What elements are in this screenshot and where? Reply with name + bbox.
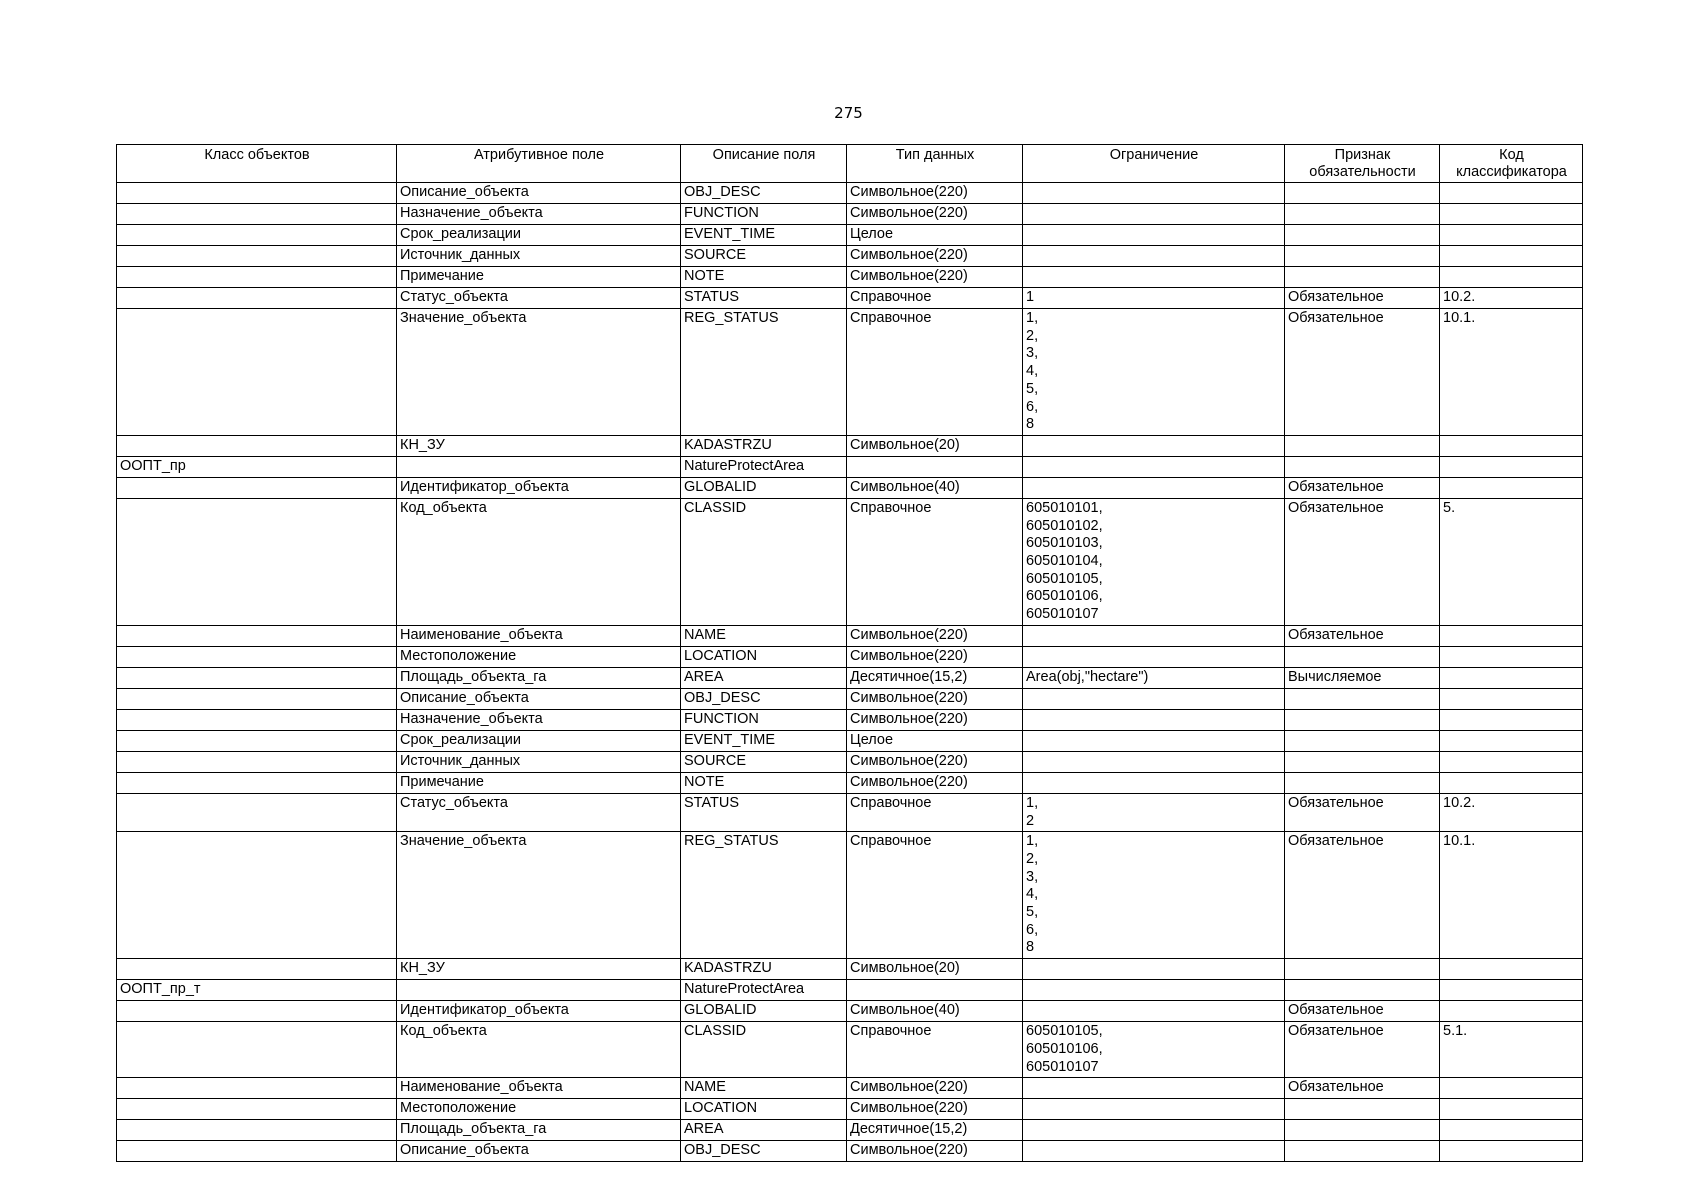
cell-mandatory-flag: Обязательное — [1285, 498, 1440, 625]
cell-attribute-field: Примечание — [397, 772, 681, 793]
cell-object-class — [117, 832, 397, 959]
cell-object-class — [117, 288, 397, 309]
cell-field-description: KADASTRZU — [681, 959, 847, 980]
cell-data-type: Символьное(40) — [847, 477, 1023, 498]
cell-constraint — [1023, 456, 1285, 477]
cell-constraint: 1 — [1023, 288, 1285, 309]
cell-object-class — [117, 267, 397, 288]
table-row — [117, 477, 1583, 498]
cell-classifier-code — [1440, 1078, 1583, 1099]
cell-data-type: Целое — [847, 225, 1023, 246]
cell-classifier-code — [1440, 751, 1583, 772]
cell-attribute-field: КН_ЗУ — [397, 959, 681, 980]
cell-constraint — [1023, 1141, 1285, 1162]
cell-data-type: Символьное(220) — [847, 246, 1023, 267]
cell-classifier-code: 10.1. — [1440, 832, 1583, 959]
cell-object-class — [117, 309, 397, 436]
table-row — [117, 183, 1583, 204]
table-row — [117, 688, 1583, 709]
cell-constraint — [1023, 709, 1285, 730]
cell-constraint — [1023, 183, 1285, 204]
cell-constraint — [1023, 225, 1285, 246]
cell-data-type: Символьное(220) — [847, 646, 1023, 667]
cell-data-type: Символьное(220) — [847, 688, 1023, 709]
cell-mandatory-flag: Обязательное — [1285, 832, 1440, 959]
cell-classifier-code — [1440, 688, 1583, 709]
cell-mandatory-flag: Обязательное — [1285, 1078, 1440, 1099]
cell-object-class — [117, 772, 397, 793]
cell-field-description: REG_STATUS — [681, 832, 847, 959]
cell-mandatory-flag: Обязательное — [1285, 625, 1440, 646]
cell-attribute-field — [397, 456, 681, 477]
cell-constraint — [1023, 772, 1285, 793]
header-classifier-code: Код классификатора — [1440, 145, 1583, 183]
table-row — [117, 1078, 1583, 1099]
cell-data-type: Символьное(220) — [847, 625, 1023, 646]
cell-mandatory-flag: Вычисляемое — [1285, 667, 1440, 688]
cell-classifier-code — [1440, 772, 1583, 793]
header-mandatory-flag: Признак обязательности — [1285, 145, 1440, 183]
cell-object-class — [117, 646, 397, 667]
cell-data-type — [847, 980, 1023, 1001]
cell-object-class — [117, 183, 397, 204]
cell-classifier-code — [1440, 435, 1583, 456]
cell-data-type: Символьное(40) — [847, 1001, 1023, 1022]
cell-data-type: Символьное(220) — [847, 183, 1023, 204]
cell-mandatory-flag: Обязательное — [1285, 793, 1440, 831]
cell-field-description: AREA — [681, 1120, 847, 1141]
cell-field-description: GLOBALID — [681, 1001, 847, 1022]
cell-classifier-code — [1440, 1001, 1583, 1022]
cell-data-type: Символьное(220) — [847, 204, 1023, 225]
cell-constraint — [1023, 204, 1285, 225]
table-row — [117, 435, 1583, 456]
cell-mandatory-flag — [1285, 751, 1440, 772]
cell-field-description: GLOBALID — [681, 477, 847, 498]
cell-mandatory-flag — [1285, 435, 1440, 456]
cell-data-type: Символьное(20) — [847, 435, 1023, 456]
cell-field-description: NatureProtectArea — [681, 456, 847, 477]
cell-attribute-field — [397, 980, 681, 1001]
cell-constraint: 1, 2, 3, 4, 5, 6, 8 — [1023, 309, 1285, 436]
cell-data-type: Справочное — [847, 288, 1023, 309]
cell-mandatory-flag — [1285, 980, 1440, 1001]
cell-object-class — [117, 793, 397, 831]
table-row — [117, 751, 1583, 772]
table-row — [117, 498, 1583, 625]
cell-attribute-field: Описание_объекта — [397, 183, 681, 204]
cell-classifier-code — [1440, 477, 1583, 498]
cell-attribute-field: Значение_объекта — [397, 832, 681, 959]
cell-classifier-code — [1440, 959, 1583, 980]
cell-data-type: Целое — [847, 730, 1023, 751]
cell-constraint — [1023, 1099, 1285, 1120]
cell-field-description: OBJ_DESC — [681, 183, 847, 204]
table-row — [117, 1141, 1583, 1162]
cell-constraint — [1023, 435, 1285, 456]
cell-attribute-field: Идентификатор_объекта — [397, 477, 681, 498]
cell-classifier-code: 10.2. — [1440, 288, 1583, 309]
cell-mandatory-flag — [1285, 246, 1440, 267]
cell-classifier-code — [1440, 267, 1583, 288]
cell-mandatory-flag — [1285, 688, 1440, 709]
cell-data-type: Символьное(20) — [847, 959, 1023, 980]
cell-attribute-field: Идентификатор_объекта — [397, 1001, 681, 1022]
cell-data-type: Символьное(220) — [847, 1141, 1023, 1162]
cell-classifier-code — [1440, 225, 1583, 246]
table-row — [117, 772, 1583, 793]
cell-attribute-field: Описание_объекта — [397, 688, 681, 709]
cell-classifier-code — [1440, 1141, 1583, 1162]
cell-field-description: NAME — [681, 1078, 847, 1099]
header-object-class: Класс объектов — [117, 145, 397, 183]
cell-object-class — [117, 1001, 397, 1022]
cell-data-type: Символьное(220) — [847, 709, 1023, 730]
cell-data-type: Справочное — [847, 309, 1023, 436]
cell-classifier-code — [1440, 183, 1583, 204]
cell-field-description: LOCATION — [681, 646, 847, 667]
cell-field-description: LOCATION — [681, 1099, 847, 1120]
cell-classifier-code — [1440, 709, 1583, 730]
table-row — [117, 709, 1583, 730]
cell-mandatory-flag — [1285, 772, 1440, 793]
table-row — [117, 667, 1583, 688]
cell-object-class — [117, 730, 397, 751]
cell-data-type: Десятичное(15,2) — [847, 1120, 1023, 1141]
cell-mandatory-flag: Обязательное — [1285, 1022, 1440, 1078]
table-row — [117, 1001, 1583, 1022]
cell-object-class — [117, 751, 397, 772]
cell-constraint — [1023, 1120, 1285, 1141]
cell-object-class — [117, 498, 397, 625]
cell-constraint: 1, 2 — [1023, 793, 1285, 831]
cell-constraint — [1023, 980, 1285, 1001]
table-row — [117, 267, 1583, 288]
cell-data-type — [847, 456, 1023, 477]
cell-attribute-field: КН_ЗУ — [397, 435, 681, 456]
cell-object-class — [117, 477, 397, 498]
cell-mandatory-flag — [1285, 959, 1440, 980]
cell-object-class — [117, 1022, 397, 1078]
cell-constraint: 1, 2, 3, 4, 5, 6, 8 — [1023, 832, 1285, 959]
cell-constraint — [1023, 688, 1285, 709]
cell-constraint — [1023, 1001, 1285, 1022]
cell-field-description: REG_STATUS — [681, 309, 847, 436]
cell-mandatory-flag — [1285, 730, 1440, 751]
cell-data-type: Справочное — [847, 1022, 1023, 1078]
cell-data-type: Символьное(220) — [847, 751, 1023, 772]
cell-field-description: SOURCE — [681, 751, 847, 772]
cell-attribute-field: Срок_реализации — [397, 225, 681, 246]
cell-field-description: OBJ_DESC — [681, 1141, 847, 1162]
cell-constraint: 605010101, 605010102, 605010103, 605010104, 605010105, 605010106, 605010107 — [1023, 498, 1285, 625]
cell-field-description: NAME — [681, 625, 847, 646]
table-row — [117, 832, 1583, 959]
cell-object-class — [117, 667, 397, 688]
cell-object-class — [117, 688, 397, 709]
cell-attribute-field: Наименование_объекта — [397, 625, 681, 646]
cell-attribute-field: Источник_данных — [397, 751, 681, 772]
cell-constraint — [1023, 267, 1285, 288]
cell-object-class — [117, 435, 397, 456]
cell-attribute-field: Срок_реализации — [397, 730, 681, 751]
cell-constraint — [1023, 730, 1285, 751]
cell-classifier-code — [1440, 246, 1583, 267]
cell-field-description: STATUS — [681, 288, 847, 309]
header-constraint: Ограничение — [1023, 145, 1285, 183]
table-row — [117, 288, 1583, 309]
cell-attribute-field: Назначение_объекта — [397, 709, 681, 730]
table-row — [117, 204, 1583, 225]
header-data-type: Тип данных — [847, 145, 1023, 183]
cell-mandatory-flag — [1285, 225, 1440, 246]
cell-classifier-code — [1440, 456, 1583, 477]
cell-field-description: FUNCTION — [681, 204, 847, 225]
cell-mandatory-flag — [1285, 204, 1440, 225]
cell-object-class — [117, 246, 397, 267]
cell-constraint — [1023, 751, 1285, 772]
cell-mandatory-flag — [1285, 1141, 1440, 1162]
cell-attribute-field: Описание_объекта — [397, 1141, 681, 1162]
cell-constraint: Area(obj,"hectare") — [1023, 667, 1285, 688]
cell-attribute-field: Статус_объекта — [397, 793, 681, 831]
cell-constraint — [1023, 246, 1285, 267]
cell-attribute-field: Код_объекта — [397, 498, 681, 625]
cell-constraint — [1023, 646, 1285, 667]
cell-classifier-code — [1440, 204, 1583, 225]
cell-field-description: CLASSID — [681, 498, 847, 625]
cell-constraint — [1023, 477, 1285, 498]
cell-classifier-code — [1440, 625, 1583, 646]
table-row — [117, 1022, 1583, 1078]
table-row — [117, 1120, 1583, 1141]
cell-attribute-field: Площадь_объекта_га — [397, 1120, 681, 1141]
header-field-description: Описание поля — [681, 145, 847, 183]
cell-attribute-field: Наименование_объекта — [397, 1078, 681, 1099]
cell-constraint: 605010105, 605010106, 605010107 — [1023, 1022, 1285, 1078]
cell-mandatory-flag — [1285, 1120, 1440, 1141]
cell-data-type: Символьное(220) — [847, 1099, 1023, 1120]
cell-field-description: CLASSID — [681, 1022, 847, 1078]
cell-data-type: Справочное — [847, 498, 1023, 625]
cell-constraint — [1023, 1078, 1285, 1099]
cell-classifier-code — [1440, 646, 1583, 667]
cell-field-description: EVENT_TIME — [681, 730, 847, 751]
cell-mandatory-flag — [1285, 456, 1440, 477]
cell-data-type: Справочное — [847, 832, 1023, 959]
page-number: 275 — [834, 104, 863, 122]
cell-classifier-code: 5.1. — [1440, 1022, 1583, 1078]
table-row — [117, 730, 1583, 751]
cell-data-type: Символьное(220) — [847, 1078, 1023, 1099]
cell-data-type: Десятичное(15,2) — [847, 667, 1023, 688]
table-body — [117, 183, 1583, 1162]
table-row — [117, 793, 1583, 831]
cell-mandatory-flag — [1285, 646, 1440, 667]
cell-classifier-code: 5. — [1440, 498, 1583, 625]
cell-object-class — [117, 1078, 397, 1099]
cell-attribute-field: Площадь_объекта_га — [397, 667, 681, 688]
cell-attribute-field: Значение_объекта — [397, 309, 681, 436]
cell-attribute-field: Статус_объекта — [397, 288, 681, 309]
table-row — [117, 980, 1583, 1001]
cell-mandatory-flag — [1285, 1099, 1440, 1120]
table-row — [117, 225, 1583, 246]
table-row — [117, 625, 1583, 646]
cell-field-description: OBJ_DESC — [681, 688, 847, 709]
table-header-row — [117, 145, 1583, 183]
cell-mandatory-flag: Обязательное — [1285, 1001, 1440, 1022]
cell-mandatory-flag: Обязательное — [1285, 288, 1440, 309]
cell-mandatory-flag — [1285, 709, 1440, 730]
cell-field-description: KADASTRZU — [681, 435, 847, 456]
cell-field-description: STATUS — [681, 793, 847, 831]
cell-object-class — [117, 1120, 397, 1141]
table-row — [117, 646, 1583, 667]
cell-field-description: FUNCTION — [681, 709, 847, 730]
table-row — [117, 246, 1583, 267]
cell-field-description: NOTE — [681, 772, 847, 793]
cell-classifier-code — [1440, 730, 1583, 751]
cell-field-description: SOURCE — [681, 246, 847, 267]
cell-mandatory-flag — [1285, 267, 1440, 288]
attribute-table — [116, 144, 1583, 1162]
cell-field-description: AREA — [681, 667, 847, 688]
cell-classifier-code — [1440, 667, 1583, 688]
cell-object-class — [117, 204, 397, 225]
cell-object-class — [117, 1099, 397, 1120]
cell-classifier-code: 10.2. — [1440, 793, 1583, 831]
header-attribute-field: Атрибутивное поле — [397, 145, 681, 183]
cell-attribute-field: Код_объекта — [397, 1022, 681, 1078]
table-row — [117, 1099, 1583, 1120]
cell-attribute-field: Примечание — [397, 267, 681, 288]
cell-data-type: Символьное(220) — [847, 267, 1023, 288]
cell-data-type: Символьное(220) — [847, 772, 1023, 793]
cell-object-class — [117, 959, 397, 980]
cell-field-description: EVENT_TIME — [681, 225, 847, 246]
cell-object-class: ООПТ_пр_т — [117, 980, 397, 1001]
cell-attribute-field: Источник_данных — [397, 246, 681, 267]
cell-constraint — [1023, 959, 1285, 980]
cell-attribute-field: Местоположение — [397, 1099, 681, 1120]
cell-object-class — [117, 709, 397, 730]
cell-data-type: Справочное — [847, 793, 1023, 831]
cell-classifier-code — [1440, 980, 1583, 1001]
cell-constraint — [1023, 625, 1285, 646]
cell-object-class — [117, 625, 397, 646]
cell-object-class: ООПТ_пр — [117, 456, 397, 477]
cell-classifier-code — [1440, 1120, 1583, 1141]
cell-mandatory-flag — [1285, 183, 1440, 204]
cell-classifier-code: 10.1. — [1440, 309, 1583, 436]
table-row — [117, 309, 1583, 436]
cell-mandatory-flag: Обязательное — [1285, 309, 1440, 436]
table-row — [117, 959, 1583, 980]
cell-attribute-field: Местоположение — [397, 646, 681, 667]
cell-attribute-field: Назначение_объекта — [397, 204, 681, 225]
cell-object-class — [117, 1141, 397, 1162]
cell-field-description: NOTE — [681, 267, 847, 288]
table-row — [117, 456, 1583, 477]
cell-mandatory-flag: Обязательное — [1285, 477, 1440, 498]
cell-field-description: NatureProtectArea — [681, 980, 847, 1001]
cell-classifier-code — [1440, 1099, 1583, 1120]
cell-object-class — [117, 225, 397, 246]
